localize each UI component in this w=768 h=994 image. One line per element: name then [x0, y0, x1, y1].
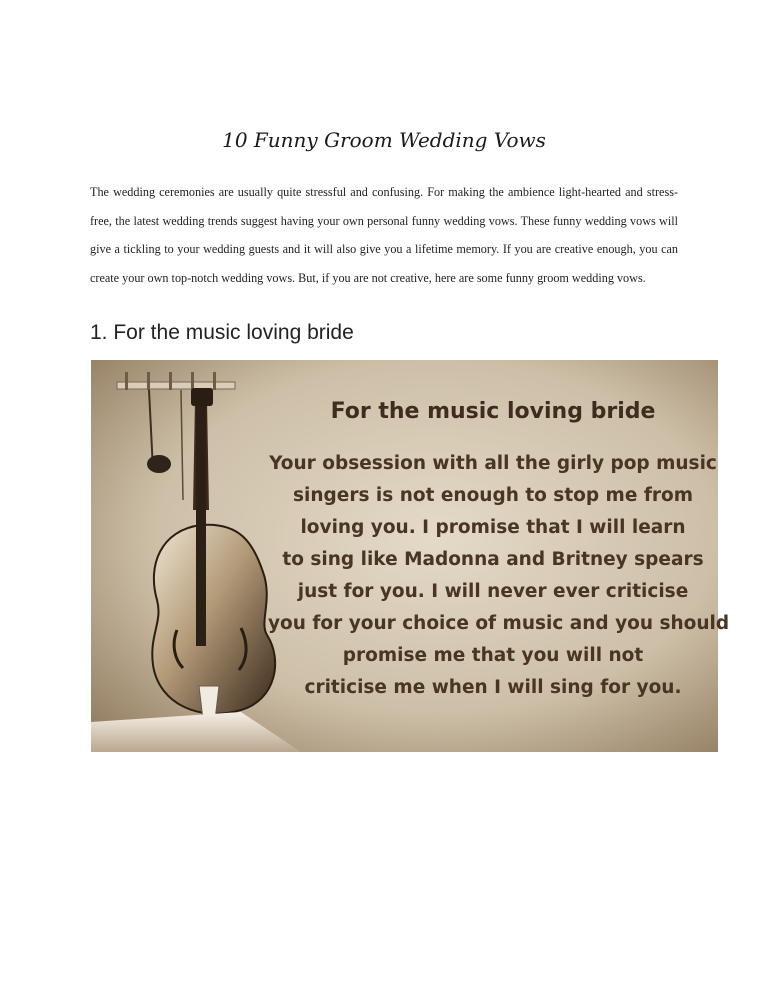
vow-heading: For the music loving bride [330, 399, 656, 424]
vow-line: singers is not enough to stop me from [293, 485, 693, 506]
vow-line: Your obsession with all the girly pop music [269, 453, 717, 474]
section-heading: 1. For the music loving bride [90, 321, 354, 344]
vow-line: to sing like Madonna and Britney spears [282, 549, 704, 570]
vow-line: criticise me when I will sing for you. [304, 677, 682, 698]
vow-line: promise me that you will not [342, 645, 644, 666]
page-title: 10 Funny Groom Wedding Vows [222, 128, 546, 152]
vow-line: loving you. I promise that I will learn [300, 517, 686, 538]
intro-paragraph: The wedding ceremonies are usually quite stressful and confusing. For making the ambience light-hearted and stress-free, the latest wedding trends suggest having your own personal funny wedding vows. These funny wedding vows will give a tickling to your wedding guests and it will also give you a lifetime memory. If you are creative enough, you can create your own top-notch wedding vows. But, if you are not creative, here are some funny groom wedding vows. [90, 185, 678, 285]
vow-line: just for you. I will never ever criticise [297, 581, 689, 602]
vow-text [268, 398, 730, 704]
vow-line: you for your choice of music and you should [268, 613, 730, 634]
